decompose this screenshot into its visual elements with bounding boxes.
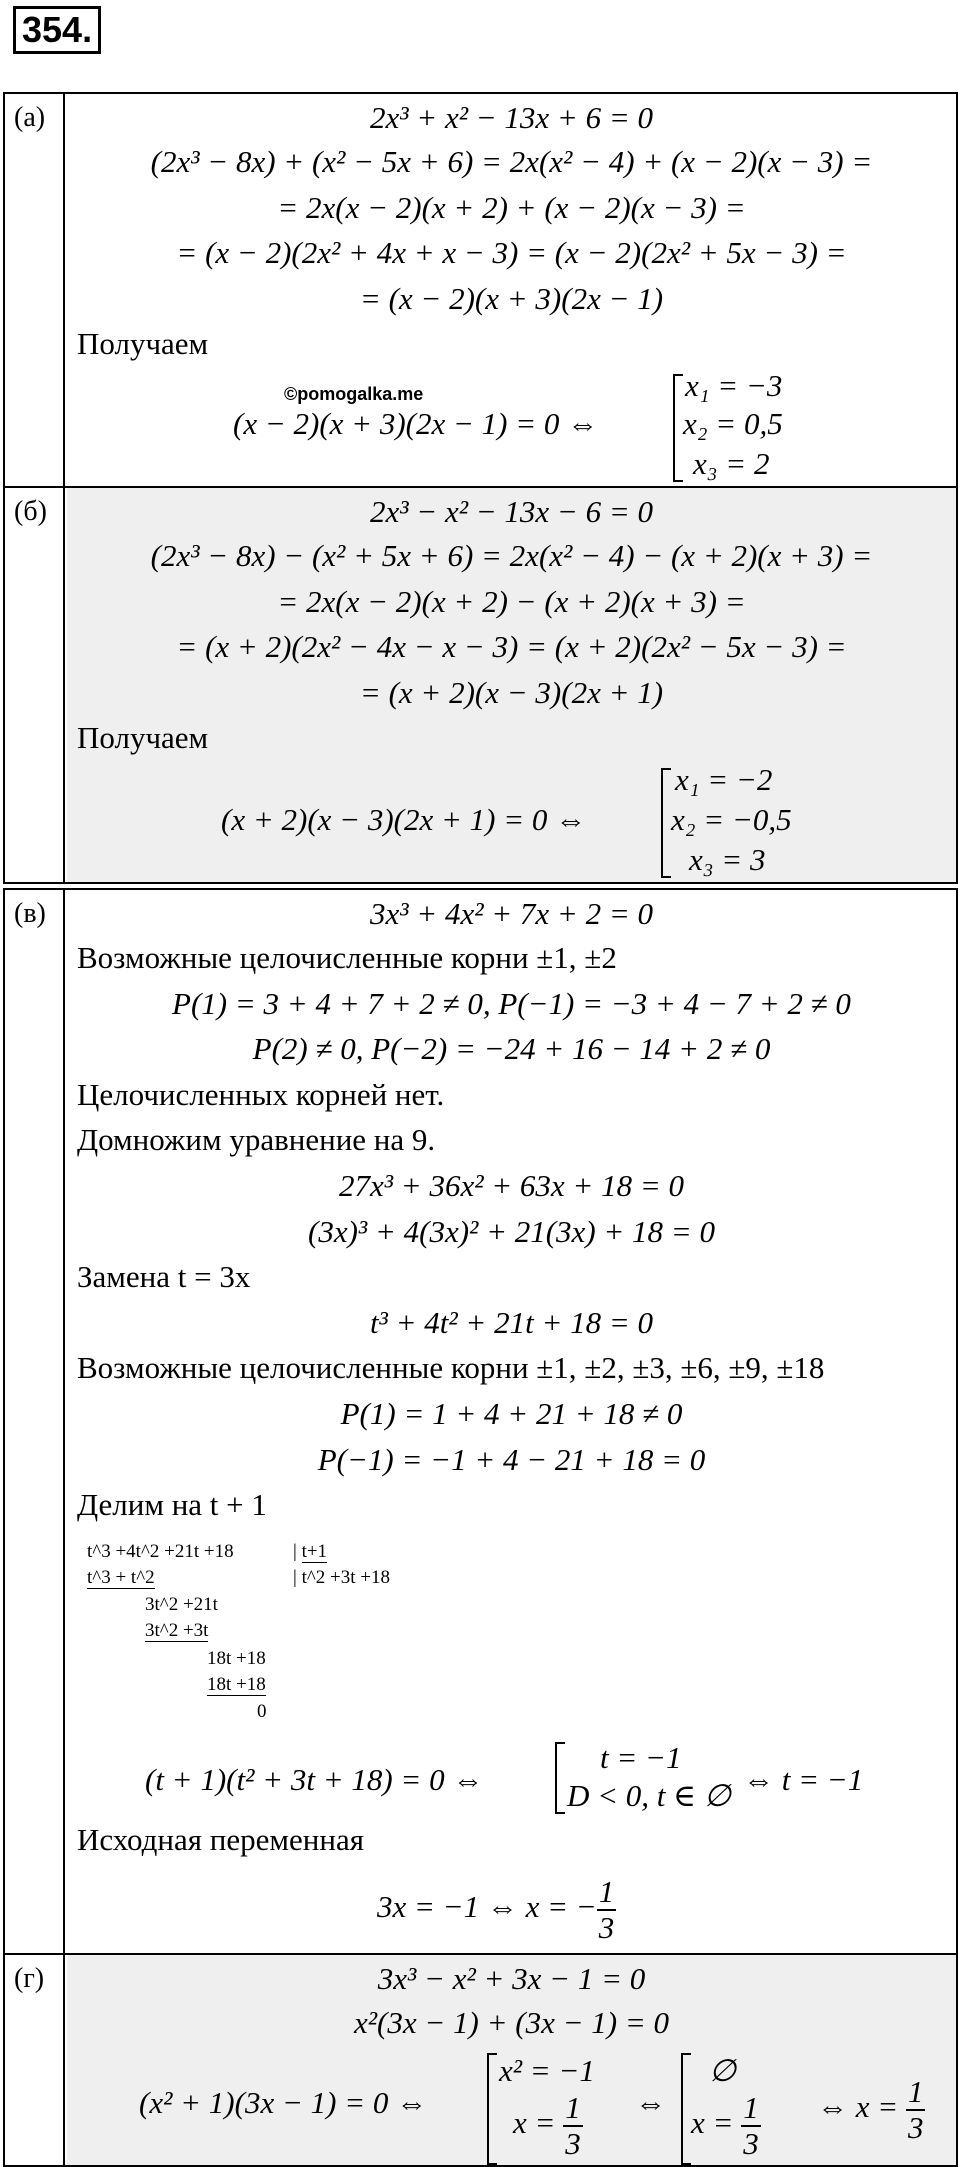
part-b-final-lhs: (x + 2)(x − 3)(2x + 1) = 0 ⇔ (221, 802, 587, 837)
part-g-final-lhs: (x² + 1)(3x − 1) = 0 ⇔ (139, 2085, 428, 2120)
part-a-root: x₁ = −3 (685, 368, 783, 403)
part-g-case3-den: 3 (743, 2126, 759, 2161)
division-step2 (145, 1618, 208, 1644)
part-a-get-label: Получаем (77, 326, 209, 361)
division-rem3: 0 (257, 1701, 267, 1722)
part-g-empty: ∅ (709, 2053, 737, 2088)
part-g-cell (3, 1953, 958, 2167)
part-b-line: (2x³ − 8x) − (x² + 5x + 6) = 2x(x² − 4) − (x + 2)(x + 3) = (150, 538, 873, 573)
part-g-final-den: 3 (907, 2110, 924, 2145)
division-rem2: 18t +18 (207, 1648, 266, 1669)
division-dividend: t^3 +4t^2 +21t +18 (87, 1541, 234, 1562)
division-quotient: | t^2 +3t +18 (293, 1567, 390, 1588)
part-v-final-rhs: ⇔ t = −1 (743, 1762, 864, 1797)
part-g-final-frac (906, 2075, 926, 2145)
part-v-line: P(2) ≠ 0, P(−2) = −24 + 16 − 14 + 2 ≠ 0 (252, 1031, 771, 1066)
part-v-line: Домножим уравнение на 9. (77, 1122, 436, 1157)
part-b-content (67, 488, 956, 882)
division-quotient-text: t^2 +3t +18 (301, 1567, 390, 1588)
part-b-root-bracket (661, 768, 671, 878)
part-b-line: 2x³ − x² − 13x − 6 = 0 (369, 494, 654, 529)
part-g-equiv: ⇔ (635, 2085, 666, 2120)
part-g-case2 (513, 2091, 583, 2161)
part-v-line: 27x³ + 36x² + 63x + 18 = 0 (338, 1168, 685, 1203)
part-a-line: = (x − 2)(x + 3)(2x − 1) (359, 281, 664, 316)
part-b-line: = 2x(x − 2)(x + 2) − (x + 2)(x + 3) = (277, 584, 746, 619)
part-b-root: x₂ = −0,5 (671, 802, 792, 837)
part-a-cell (3, 92, 958, 488)
part-g-case3-lhs: x = (691, 2105, 734, 2141)
part-v-line: Возможные целочисленные корни ±1, ±2, ±3, ±6, ±9, ±18 (77, 1350, 825, 1385)
division-divisor-text: t+1 (301, 1541, 328, 1562)
part-v-orig-var-label: Исходная переменная (77, 1822, 364, 1857)
part-v-line: P(1) = 3 + 4 + 7 + 2 ≠ 0, P(−1) = −3 + 4 − 7 + 2 ≠ 0 (172, 986, 851, 1021)
part-g-case2-den: 3 (565, 2126, 581, 2161)
part-v-case1: t = −1 (600, 1740, 682, 1775)
part-v-content (67, 890, 956, 1953)
part-a-final-lhs: (x − 2)(x + 3)(2x − 1) = 0 ⇔ (233, 406, 599, 441)
part-v-answer-frac (597, 1875, 617, 1945)
part-v-line: Целочисленных корней нет. (77, 1077, 445, 1112)
part-v-line: 3x³ + 4x² + 7x + 2 = 0 (369, 896, 654, 931)
part-v-case2: D < 0, t ∈ ∅ (567, 1778, 731, 1813)
part-g-case3 (691, 2091, 761, 2161)
part-b-root: x₃ = 3 (689, 842, 766, 877)
part-v-line: P(−1) = −1 + 4 − 21 + 18 = 0 (317, 1442, 706, 1477)
part-g-bracket-1 (487, 2053, 497, 2165)
part-v-answer-den: 3 (598, 1910, 615, 1945)
part-a-line: 2x³ + x² − 13x + 6 = 0 (369, 100, 654, 135)
part-g-content (67, 1955, 956, 2165)
part-v-line: t³ + 4t² + 21t + 18 = 0 (369, 1305, 654, 1340)
part-a-root-bracket (673, 374, 683, 482)
part-a-root: x₃ = 2 (693, 446, 770, 481)
division-rem1: 3t^2 +21t (145, 1594, 218, 1615)
watermark: ©pomogalka.me (284, 384, 424, 404)
part-a-root: x₂ = 0,5 (683, 406, 783, 441)
part-b-line: = (x + 2)(x − 3)(2x + 1) (359, 675, 664, 710)
part-b-label: (б) (5, 488, 65, 882)
part-g-case3-num: 1 (743, 2090, 759, 2125)
part-a-content (67, 94, 956, 486)
part-a-label: (а) (5, 94, 65, 486)
part-g-case2-lhs: x = (513, 2105, 556, 2141)
part-g-line: 3x³ − x² + 3x − 1 = 0 (377, 1961, 646, 1996)
part-g-label: (г) (5, 1955, 65, 2165)
part-b-get-label: Получаем (77, 720, 209, 755)
part-g-line: x²(3x − 1) + (3x − 1) = 0 (353, 2005, 670, 2040)
part-g-case1: x² = −1 (499, 2053, 595, 2088)
part-g-final-num: 1 (907, 2074, 924, 2109)
part-g-final-eq: ⇔ x = (817, 2089, 899, 2125)
part-a-line: = (x − 2)(2x² + 4x + x − 3) = (x − 2)(2x² + 5x − 3) = (176, 235, 847, 270)
part-v-line: P(1) = 1 + 4 + 21 + 18 ≠ 0 (340, 1396, 683, 1431)
part-v-final-lhs: (t + 1)(t² + 3t + 18) = 0 ⇔ (145, 1762, 484, 1797)
division-divisor: | t+1 (293, 1541, 328, 1562)
part-v-answer (377, 1875, 616, 1945)
part-g-bracket-2 (681, 2053, 691, 2165)
part-g-case2-num: 1 (565, 2090, 581, 2125)
part-g-case2-frac (563, 2091, 583, 2161)
part-v-line: Делим на t + 1 (77, 1487, 267, 1522)
part-b-cell (3, 486, 958, 884)
part-v-label: (в) (5, 890, 65, 1953)
division-step1-text: t^3 + t^2 (87, 1567, 155, 1588)
part-v-case-bracket (555, 1742, 565, 1814)
part-g-case3-frac (741, 2091, 761, 2161)
part-a-line: (2x³ − 8x) + (x² − 5x + 6) = 2x(x² − 4) + (x − 2)(x − 3) = (150, 144, 873, 179)
part-b-root: x₁ = −2 (675, 762, 773, 797)
problem-number: 354. (13, 6, 101, 54)
part-v-answer-num: 1 (598, 1874, 615, 1909)
division-step2-text: 3t^2 +3t (145, 1620, 209, 1641)
part-g-final (817, 2075, 925, 2145)
part-v-cell (3, 888, 958, 1955)
part-b-line: = (x + 2)(2x² − 4x − x − 3) = (x + 2)(2x² − 5x − 3) = (176, 629, 847, 664)
part-v-line: Возможные целочисленные корни ±1, ±2 (77, 940, 617, 975)
part-v-answer-lhs: 3x = −1 ⇔ x = − (377, 1889, 597, 1925)
part-a-line: = 2x(x − 2)(x + 2) + (x − 2)(x − 3) = (277, 190, 746, 225)
division-step1 (87, 1565, 155, 1591)
part-v-line: (3x)³ + 4(3x)² + 21(3x) + 18 = 0 (308, 1214, 715, 1249)
division-step3 (207, 1672, 266, 1698)
part-v-line: Замена t = 3x (77, 1259, 251, 1294)
division-step3-text: 18t +18 (207, 1674, 266, 1695)
